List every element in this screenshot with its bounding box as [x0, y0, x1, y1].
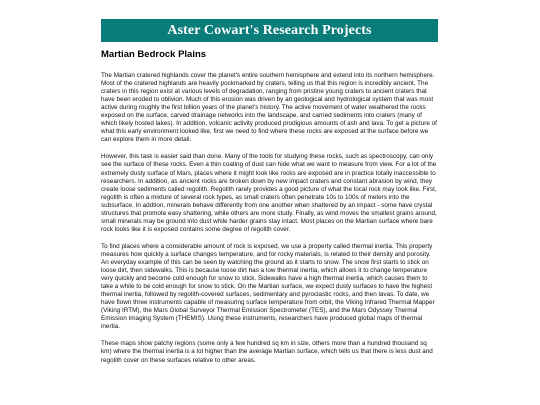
article-paragraph-3: To find places where a considerable amount of rock is exposed, we use a property called thermal inertia. This property measures how quickly a surface changes temperature, and for rocky materials, is related to their density and porosity. An everyday example of this can be seen by watching the ground as it starts to snow. The snow first starts to stick on loose dirt, then sidewalks. This is because loose dirt has a low thermal inertia, which allows it to change temperature very quickly and become cold enough for snow to stick. Sidewalks have a high thermal inertia, which causes them to take a while to be cold enough for snow to stick. On the Martian surface, we expect dusty surfaces to have the highest thermal inertia, followed by regolith-covered surfaces, sedimentary and pyroclastic rocks, and then lavas. To date, we have flown three instruments capable of measuring surface temperature from orbit, the Viking Infrared Thermal Mapper (Viking IRTM), the Mars Global Surveyor Thermal Emission Spectrometer (TES), and the Mars Odyssey Thermal Emission Imaging System (THEMIS). Using these instruments, researchers have produced global maps of thermal inertia. [101, 242, 435, 331]
article [101, 49, 438, 374]
article-paragraph-1: The Martian cratered highlands cover the planet's entire southern hemisphere and extend into its northern hemisphere. Most of the cratered highlands are heavily pockmarked by craters, telling us that this region is incredibly ancient. The craters in this region exist at various levels of degradation, ranging from pristine young craters to ancient craters that have been eroded to oblivion. Much of this erosion was driven by an geological and hydrological system that was most active during roughly the first billion years of the planet's history. The active movement of water weathered the rocks exposed on the surface, carved drainage networks into the landscape, and carried sediments into craters (many of which likely hosted lakes). In addition, volcanic activity produced prodigious amounts of ash and lava. To get a picture of what this early environment looked like, first we need to find where these rocks are exposed at the surface before we can explore them in more detail. [101, 72, 437, 144]
article-paragraph-4: These maps show patchy regions (some only a few hundred sq km in size, others more than a hundred thousand sq km) where the thermal inertia is a lot higher than the average Martian surface, which tells us that there is less dust and regolith cover on these surfaces relative to other areas. [101, 340, 433, 364]
site-title: Aster Cowart's Research Projects [167, 22, 372, 38]
article-heading: Martian Bedrock Plains [101, 49, 207, 60]
site-header-banner [101, 19, 438, 42]
article-paragraph-2: However, this task is easier said than done. Many of the tools for studying these rocks, such as spectroscopy, can only see the surface of these rocks. Even a thin coating of dust can hide what we want to measure from view. For a lot of the extremely dusty surface of Mars, places where it might look like rocks are exposed are in practice totally inaccessible to researchers. In addition, as ancient rocks are broken down by new impact craters and constant abrasion by wind, they create loose sediments called regolith. Regolith rarely provides a good picture of what the local rock may look like. First, regolith is often a mixture of several rock types, as small craters often penetrate 10s to 100s of meters into the subsurface. In addtion, minerals behave differently from one another when shattered by an impact - some have crystal structures that promote easy shattering, while others are more study. Finally, as wind moves the smallest grains around, small minerals may be ground into dust while harder grains stay intact. Most places on the Martian surface where bare rock looks like it is exposed contains some degree of regolith cover. [101, 153, 437, 233]
